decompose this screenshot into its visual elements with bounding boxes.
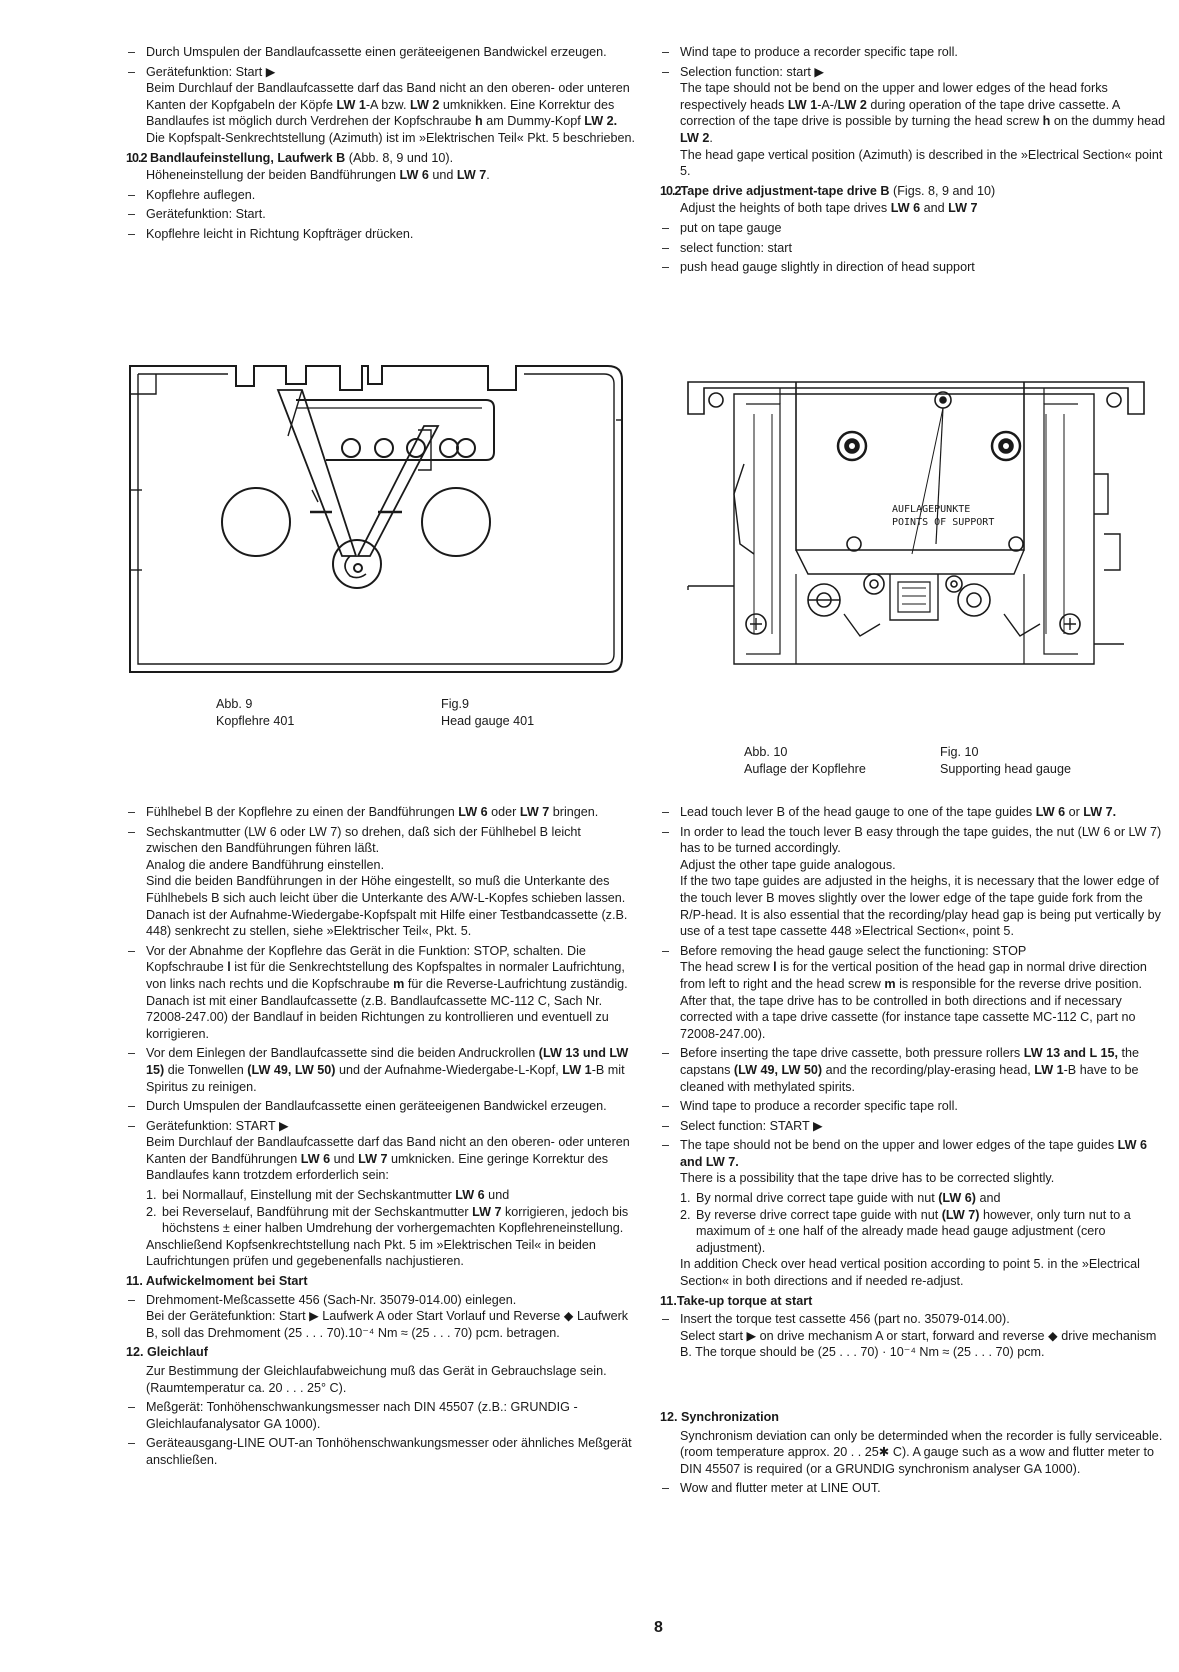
top-right-column bbox=[660, 44, 1170, 279]
list-item: – In order to lead the touch lever B easy through the tape guides, the nut (LW 6 or LW 7) has to be turned accordingly. Adjust the other tape guide analogous. If the two tape guides are adjusted in the heighs, it is necessary that the lower edge of the touch lever B moves slightly over the lower edge of the tape guide fork from the R/P-head. It is also essential that the recording/play head gap is being put vertically by use of a test tape cassette 448 »Electrical Section«, point 5. bbox=[660, 824, 1170, 940]
section-heading-11: 11. Aufwickelmoment bei Start bbox=[126, 1274, 308, 1289]
list-item: – Kopflehre auflegen. bbox=[126, 187, 636, 204]
list-item: – Insert the torque test cassette 456 (part no. 35079-014.00). Select start ▶ on drive mechanism A or start, forward and reverse ◆ drive mechanism B. The torque should be (25 . . . 70) · 10⁻⁴ Nm ≈ (25 . . . 70) pcm. bbox=[660, 1311, 1170, 1361]
section-heading-11: 11.Take-up torque at start bbox=[660, 1293, 813, 1308]
bottom-left-column bbox=[126, 804, 636, 1472]
list-item: – Gerätefunktion: Start. bbox=[126, 206, 636, 223]
list-item: – Select function: START ▶ bbox=[660, 1118, 1170, 1135]
figure-9-caption-de: Abb. 9 Kopflehre 401 bbox=[216, 697, 295, 728]
numbered-item: 1. By normal drive correct tape guide with nut (LW 6) and bbox=[680, 1191, 1001, 1206]
top-left-column bbox=[126, 44, 636, 246]
list-item: – Sechskantmutter (LW 6 oder LW 7) so drehen, daß sich der Fühlhebel B leicht zwischen den Bandführungen führen läßt. Analog die andere Bandführung einstellen. Sind die beiden Bandführungen in der Höhe eingestellt, so muß die Unterkante des Fühlhebels B sich auch leicht über die Unterkante des A/W-L-Kopfes schieben lassen. Danach ist der Aufnahme-Wiedergabe-Kopfspalt mit Hilfe einer Testbandcassette (z.B. 448) senkrecht zu stellen, siehe »Elektrischer Teil«, Pkt. 5. bbox=[126, 824, 636, 940]
section-heading-10-2: 10.2 Bandlaufeinstellung, Laufwerk B (Abb. 8, 9 und 10). bbox=[126, 150, 454, 165]
list-item: – Durch Umspulen der Bandlaufcassette einen geräteeigenen Bandwickel erzeugen. bbox=[126, 1098, 636, 1115]
list-item: – Gerätefunktion: START ▶ Beim Durchlauf der Bandlaufcassette darf das Band nicht an den oberen- oder unteren Kanten der Bandführungen LW 6 und LW 7 umknicken. Eine geringe Korrektur des Bandlaufes kann trotzdem erforderlich sein: bbox=[126, 1118, 636, 1184]
list-item: – Vor der Abnahme der Kopflehre das Gerät in die Funktion: STOP, schalten. Die Kopfschraube l ist für die Senkrechtstellung des Kopfspaltes in normaler Laufrichtung, von links nach rechts und die Kopfschraube m für die Reverse-Laufrichtung zuständig. Danach ist mit einer Bandlaufcassette (z.B. Bandlaufcassette MC-112 C, Sach Nr. 72008-247.00) der Bandlauf in beiden Richtungen zu kontrollieren und eventuell zu korrigieren. bbox=[126, 943, 636, 1043]
figure-10-support-label: AUFLAGEPUNKTE POINTS OF SUPPORT bbox=[892, 504, 995, 528]
numbered-item: 2. By reverse drive correct tape guide with nut (LW 7) however, only turn nut to a maximum of ± one half of the already made head gauge adjustment (cero adjustment). bbox=[680, 1207, 1131, 1255]
bottom-right-column bbox=[660, 804, 1170, 1500]
list-item: – put on tape gauge bbox=[660, 220, 1170, 237]
figure-10-supporting-head-gauge-drawing bbox=[684, 374, 1164, 694]
paragraph: Synchronism deviation can only be determinded when the recorder is fully serviceable. (room temperature approx. 20 . . 25✱ C). A gauge such as a wow and flutter meter to DIN 45507 is required (or a GRUNDIG synchronism analyser GA 1000). bbox=[680, 1428, 1163, 1476]
list-item: – The tape should not be bend on the upper and lower edges of the tape guides LW 6 and LW 7. There is a possibility that the tape drive has to be corrected slightly. bbox=[660, 1137, 1170, 1187]
list-item: – Wind tape to produce a recorder specific tape roll. bbox=[660, 1098, 1170, 1115]
numbered-item: 2. bei Reverselauf, Bandführung mit der Sechskantmutter LW 7 korrigieren, jedoch bis höchstens ± einer halben Umdrehung der vorhergemachten Kopflehreneinstellung. bbox=[146, 1204, 629, 1236]
paragraph: In addition Check over head vertical position according to point 5. in the »Electrical Section« in both directions and if needed re-adjust. bbox=[680, 1257, 1140, 1289]
list-item: – Vor dem Einlegen der Bandlaufcassette sind die beiden Andruckrollen (LW 13 und LW 15) die Tonwellen (LW 49, LW 50) und der Aufnahme-Wiedergabe-L-Kopf, LW 1-B mit Spiritus zu reinigen. bbox=[126, 1045, 636, 1095]
list-item: – Durch Umspulen der Bandlaufcassette einen geräteeigenen Bandwickel erzeugen. bbox=[126, 44, 636, 61]
list-item: – push head gauge slightly in direction of head support bbox=[660, 259, 1170, 276]
list-item: – select function: start bbox=[660, 240, 1170, 257]
list-item: – Selection function: start ▶ The tape should not be bend on the upper and lower edges of the head forks respectively heads LW 1-A-/LW 2 during operation of the tape drive cassette. A correction of the tape drive is possible by turning the head screw h on the dummy head LW 2. The head gape vertical position (Azimuth) is described in the »Electrical Section« point 5. bbox=[660, 64, 1170, 180]
paragraph: Höheneinstellung der beiden Bandführungen LW 6 und LW 7. bbox=[146, 168, 490, 183]
paragraph: Zur Bestimmung der Gleichlaufabweichung muß das Gerät in Gebrauchslage sein. (Raumtemperatur ca. 20 . . . 25° C). bbox=[146, 1364, 607, 1395]
paragraph: Anschließend Kopfsenkrechtstellung nach Pkt. 5 im »Elektrischen Teil« in beiden Laufrichtungen prüfen und gegebenenfalls nachjustieren. bbox=[146, 1237, 596, 1269]
list-item: – Wow and flutter meter at LINE OUT. bbox=[660, 1480, 1170, 1497]
list-item: – Gerätefunktion: Start ▶ Beim Durchlauf der Bandlaufcassette darf das Band nicht an den oberen- oder unteren Kanten der Kopfgabeln der Köpfe LW 1-A bzw. LW 2 umknikken. Eine Korrektur des Bandlaufes ist möglich durch Verdrehen der Kopfschraube h am Dummy-Kopf LW 2. Die Kopfspalt-Senkrechtstellung (Azimuth) ist im »Elektrischen Teil« Pkt. 5 beschrieben. bbox=[126, 64, 636, 147]
section-heading-10-2: 10.2Tape drive adjustment-tape drive B (Figs. 8, 9 and 10) bbox=[660, 183, 996, 198]
numbered-item: 1. bei Normallauf, Einstellung mit der Sechskantmutter LW 6 und bbox=[146, 1188, 510, 1203]
list-item: – Meßgerät: Tonhöhenschwankungsmesser nach DIN 45507 (z.B.: GRUNDIG - Gleichlaufanalysator GA 1000). bbox=[126, 1399, 636, 1432]
section-heading-12: 12. Synchronization bbox=[660, 1410, 779, 1424]
section-heading-12: 12. Gleichlauf bbox=[126, 1345, 208, 1360]
figure-9-caption-en: Fig.9 Head gauge 401 bbox=[441, 697, 535, 728]
list-item: – Drehmoment-Meßcassette 456 (Sach-Nr. 35079-014.00) einlegen. Bei der Gerätefunktion: Start ▶ Laufwerk A oder Start Vorlauf und Reverse ◆ Laufwerk B, soll das Drehmoment (25 . . . 70).10⁻⁴ Nm ≈ (25 . . . 70) pcm. betragen. bbox=[126, 1292, 636, 1342]
figure-10-caption-en: Fig. 10 Supporting head gauge bbox=[940, 745, 1071, 776]
figure-10-caption-de: Abb. 10 Auflage der Kopflehre bbox=[744, 745, 866, 776]
list-item: – Before inserting the tape drive cassette, both pressure rollers LW 13 and L 15, the capstans (LW 49, LW 50) and the recording/play-erasing head, LW 1-B have to be cleaned with methylated spirits. bbox=[660, 1045, 1170, 1095]
list-item: – Lead touch lever B of the head gauge to one of the tape guides LW 6 or LW 7. bbox=[660, 804, 1170, 821]
list-item: – Kopflehre leicht in Richtung Kopfträger drücken. bbox=[126, 226, 636, 243]
figure-9-head-gauge-drawing bbox=[126, 360, 626, 680]
list-item: – Geräteausgang-LINE OUT-an Tonhöhenschwankungsmesser oder ähnliches Meßgerät anschließen. bbox=[126, 1435, 636, 1468]
list-item: – Fühlhebel B der Kopflehre zu einen der Bandführungen LW 6 oder LW 7 bringen. bbox=[126, 804, 636, 821]
page-number: 8 bbox=[654, 1619, 663, 1636]
paragraph: Adjust the heights of both tape drives LW 6 and LW 7 bbox=[680, 201, 978, 216]
list-item: – Before removing the head gauge select the functioning: STOP The head screw l is for the vertical position of the head gap in normal drive direction from left to right and the head screw m is responsible for the reverse drive position. After that, the tape drive has to be controlled in both directions and if necessary corrected with a tape drive cassette (for instance tape cassette MC-112 C, part no 72008-247.00). bbox=[660, 943, 1170, 1043]
list-item: – Wind tape to produce a recorder specific tape roll. bbox=[660, 44, 1170, 61]
